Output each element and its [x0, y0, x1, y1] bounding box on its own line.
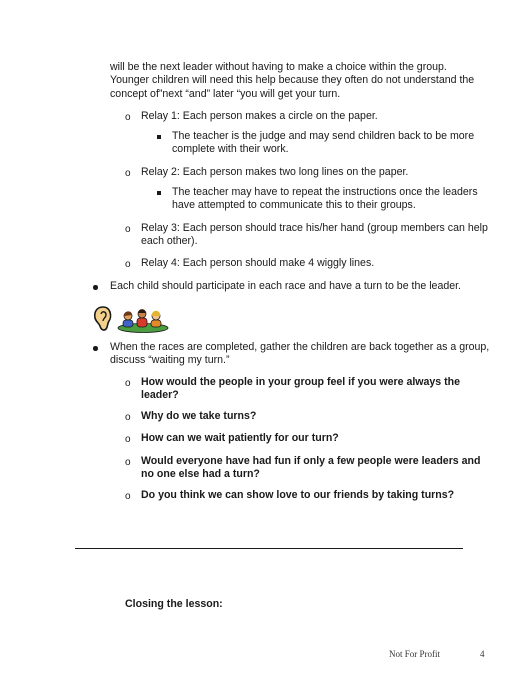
question-1-line-2: leader?: [141, 389, 179, 401]
question-3: How can we wait patiently for our turn?: [141, 432, 339, 444]
intro-line-1: will be the next leader without having to make a choice within the group.: [110, 61, 447, 73]
relay-2-text: Relay 2: Each person makes two long lines on the paper.: [141, 166, 409, 178]
circle-bullet-icon: o: [125, 412, 131, 423]
circle-bullet-icon: o: [125, 224, 131, 235]
question-5: Do you think we can show love to our friends by taking turns?: [141, 489, 455, 501]
page-number: 4: [480, 649, 485, 659]
relay-3-line-1: Relay 3: Each person should trace his/her hand (group members can help: [141, 222, 488, 234]
closing-heading: Closing the lesson:: [125, 598, 223, 610]
bullet-dot-icon: [93, 285, 98, 290]
circle-bullet-icon: o: [125, 434, 131, 445]
relay-4-text: Relay 4: Each person should make 4 wiggly lines.: [141, 257, 375, 269]
children-group-icon: [117, 307, 169, 333]
clipart-icons: [92, 305, 170, 333]
circle-bullet-icon: o: [125, 112, 131, 123]
circle-bullet-icon: o: [125, 457, 131, 468]
question-4-line-1: Would everyone have had fun if only a few people were leaders and: [141, 455, 481, 467]
section-divider: [75, 548, 463, 549]
circle-bullet-icon: o: [125, 491, 131, 502]
relay-3-line-2: each other).: [141, 235, 198, 247]
gather-line-1: When the races are completed, gather the children are back together as a group,: [110, 341, 490, 353]
question-1-line-1: How would the people in your group feel if you were always the: [141, 376, 461, 388]
square-bullet-icon: [157, 191, 161, 195]
square-bullet-icon: [157, 135, 161, 139]
relay-1-note-line-2: complete with their work.: [172, 143, 289, 155]
ear-icon: [92, 305, 114, 333]
circle-bullet-icon: o: [125, 168, 131, 179]
intro-line-3: concept of”next “and” later “you will get your turn.: [110, 88, 341, 100]
circle-bullet-icon: o: [125, 378, 131, 389]
participate-text: Each child should participate in each race and have a turn to be the leader.: [110, 280, 462, 292]
question-2: Why do we take turns?: [141, 410, 257, 422]
circle-bullet-icon: o: [125, 259, 131, 270]
gather-line-2: discuss “waiting my turn.”: [110, 354, 230, 366]
relay-2-note-line-2: have attempted to communicate this to their groups.: [172, 199, 416, 211]
intro-line-2: Younger children will need this help because they often do not understand the: [110, 74, 475, 86]
question-4-line-2: no one else had a turn?: [141, 468, 260, 480]
relay-1-text: Relay 1: Each person makes a circle on the paper.: [141, 110, 378, 122]
relay-2-note-line-1: The teacher may have to repeat the instructions once the leaders: [172, 186, 478, 198]
footer-label: Not For Profit: [389, 649, 441, 659]
relay-1-note-line-1: The teacher is the judge and may send children back to be more: [172, 130, 475, 142]
bullet-dot-icon: [93, 346, 98, 351]
